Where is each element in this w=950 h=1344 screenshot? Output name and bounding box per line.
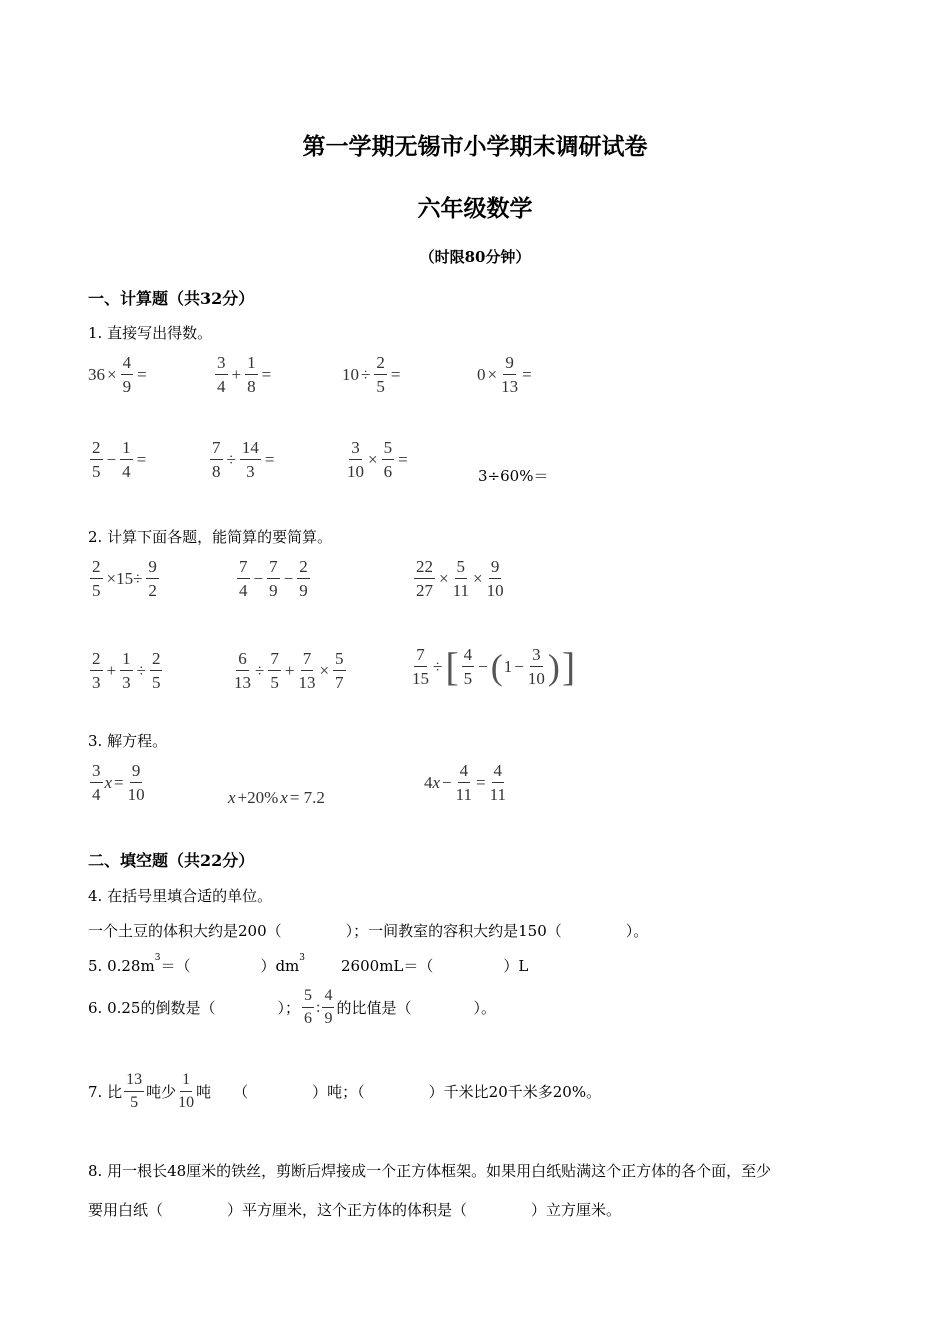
- denominator: 13: [298, 673, 316, 692]
- q2-expr-4: [88, 650, 164, 691]
- fraction: [462, 646, 475, 687]
- fraction: [487, 558, 504, 599]
- fraction: [347, 439, 364, 480]
- fraction: [267, 558, 280, 599]
- fraction: [382, 439, 395, 480]
- exam-subtitle: 六年级数学: [417, 195, 533, 222]
- denominator: 4: [239, 581, 248, 600]
- variable-x: x: [104, 772, 113, 792]
- q1-expr-6: [208, 439, 276, 480]
- op: ÷: [433, 656, 443, 676]
- fraction: [322, 988, 334, 1027]
- op: −: [253, 568, 264, 588]
- fraction: [90, 762, 103, 803]
- fraction: [240, 439, 261, 480]
- denominator: 13: [234, 673, 251, 692]
- right-paren: ): [547, 646, 560, 687]
- op: −: [514, 656, 524, 676]
- fraction: [374, 354, 387, 395]
- denominator: 5: [376, 377, 385, 396]
- numerator: 5: [302, 988, 314, 1008]
- variable-x: x: [228, 788, 236, 807]
- op: ÷: [136, 660, 146, 680]
- equals: =: [476, 772, 486, 792]
- fraction: [90, 650, 103, 691]
- numerator: 3: [215, 354, 228, 375]
- denominator: 9: [269, 581, 278, 600]
- denominator: 10: [486, 581, 504, 600]
- fraction: [268, 650, 281, 691]
- num: 0: [477, 364, 486, 384]
- q1-expr-2: [213, 354, 273, 395]
- left-bracket: [: [445, 643, 459, 689]
- q4-text-3: ）。: [625, 922, 649, 940]
- q7-line: [88, 1072, 601, 1111]
- denominator: 3: [246, 462, 255, 481]
- op: ×: [107, 364, 117, 384]
- denominator: 15: [412, 669, 429, 688]
- numerator: 1: [180, 1072, 192, 1092]
- numerator: 7: [210, 439, 223, 460]
- q8-line-1: 8. 用一根长48厘米的铁丝，剪断后焊接成一个正方体框架。如果用白纸贴满这个正方体的各个面，至少: [88, 1162, 772, 1180]
- q7-fraction-1: [122, 1072, 146, 1111]
- section1-heading: 一、计算题（共32分）: [88, 289, 255, 308]
- q7-text-2: 吨少: [146, 1083, 177, 1101]
- q5-text-4: 2600mL＝（: [341, 957, 434, 975]
- q7-text-3: 吨: [196, 1083, 212, 1101]
- numerator: 1: [120, 439, 133, 460]
- fraction: [215, 354, 228, 395]
- q3-prompt: 3. 解方程。: [88, 732, 168, 750]
- denominator: 4: [122, 462, 131, 481]
- fraction: [302, 988, 314, 1027]
- denominator: 10: [178, 1094, 195, 1111]
- numerator: 4: [322, 988, 334, 1008]
- fraction: [297, 558, 310, 599]
- q6-line: [88, 988, 496, 1027]
- numerator: 2: [150, 650, 163, 671]
- fraction: [456, 762, 472, 803]
- q1-expr-3: [342, 354, 402, 395]
- q6-text-2: ）；: [277, 999, 300, 1017]
- q1-expr-4: [477, 354, 534, 395]
- q6-text-1: 6. 0.25的倒数是（: [88, 999, 216, 1017]
- denominator: 6: [383, 462, 393, 481]
- q2-expr-1: [88, 558, 161, 599]
- num: 10: [342, 364, 359, 384]
- denominator: 4: [217, 377, 226, 396]
- q2-prompt: 2. 计算下面各题，能简算的要简算。: [88, 528, 333, 546]
- denominator: 2: [148, 581, 157, 600]
- op: ÷: [226, 449, 236, 469]
- exam-title: 第一学期无锡市小学期末调研试卷: [302, 133, 648, 160]
- numerator: 7: [268, 650, 281, 671]
- equals: =: [261, 364, 272, 384]
- q8-text-3: ）立方厘米。: [531, 1201, 622, 1219]
- fraction: [128, 762, 145, 803]
- q3-equation-3: [424, 762, 508, 803]
- q5-line: [88, 955, 528, 976]
- numerator: 4: [492, 762, 505, 783]
- q8-text-1: 要用白纸（: [88, 1201, 164, 1219]
- numerator: 5: [455, 558, 468, 579]
- op: ÷: [255, 660, 265, 680]
- denominator: 27: [416, 581, 433, 600]
- fraction: [490, 762, 506, 803]
- numerator: 2: [374, 354, 387, 375]
- op: ×15÷: [106, 568, 143, 588]
- numerator: 4: [458, 762, 471, 783]
- denominator: 5: [270, 673, 279, 692]
- fraction: [237, 558, 250, 599]
- q1-expr-8: 3÷60%＝: [478, 467, 549, 485]
- fraction: [412, 646, 429, 687]
- op: −: [442, 772, 452, 792]
- denominator: 5: [151, 673, 161, 692]
- fraction: [124, 1072, 144, 1111]
- numerator: 5: [333, 650, 346, 671]
- denominator: 11: [455, 785, 473, 804]
- fraction: [501, 354, 518, 395]
- numerator: 4: [121, 354, 134, 375]
- numerator: 6: [236, 650, 249, 671]
- q8-text-2: ）平方厘米，这个正方体的体积是（: [227, 1201, 468, 1219]
- denominator: 9: [299, 581, 308, 600]
- q2-expr-5: [232, 650, 348, 691]
- fraction: [121, 354, 134, 395]
- fraction: [453, 558, 469, 599]
- equals: =: [522, 364, 532, 384]
- denominator: 5: [92, 462, 101, 481]
- q2-expr-2: [235, 558, 312, 599]
- q1-expr-5: [88, 439, 148, 480]
- variable-x: x: [280, 788, 288, 807]
- q7-text-6: ）千米比20千米多20%。: [428, 1083, 602, 1101]
- numerator: 7: [237, 558, 250, 579]
- q7-text-4: （: [233, 1083, 249, 1101]
- q3-equation-1: [88, 762, 147, 803]
- q6-text-4: ）。: [473, 999, 496, 1017]
- denominator: 5: [130, 1094, 139, 1111]
- equals: =: [398, 449, 408, 469]
- colon: :: [316, 998, 321, 1016]
- q1-expr-1: [88, 354, 149, 395]
- q5-text-1: 5. 0.28m: [88, 957, 155, 975]
- denominator: 5: [463, 669, 473, 688]
- numerator: 9: [503, 354, 516, 375]
- fraction: [90, 558, 103, 599]
- denominator: 9: [324, 1010, 333, 1027]
- denominator: 6: [304, 1010, 312, 1027]
- num: 36: [88, 364, 105, 384]
- denominator: 10: [127, 785, 145, 804]
- numerator: 7: [414, 646, 427, 667]
- op: ×: [319, 660, 330, 680]
- op: ÷: [361, 364, 371, 384]
- op: ×: [472, 568, 483, 588]
- time-limit: （时限80分钟）: [419, 248, 531, 266]
- numerator: 3: [90, 762, 103, 783]
- denominator: 5: [92, 581, 101, 600]
- op: +: [284, 660, 295, 680]
- fraction: [333, 650, 346, 691]
- q6-text-3: 的比值是（: [336, 999, 412, 1017]
- q6-ratio: [300, 988, 336, 1027]
- fraction: [210, 439, 223, 480]
- denominator: 4: [92, 785, 101, 804]
- q5-text-5: ）L: [503, 957, 529, 975]
- q4-line: [88, 920, 648, 941]
- q7-fraction-2: [176, 1072, 196, 1111]
- equals: =: [114, 772, 124, 792]
- denominator: 7: [335, 673, 344, 692]
- numerator: 2: [90, 650, 103, 671]
- numerator: 2: [90, 439, 103, 460]
- numerator: 22: [414, 558, 435, 579]
- q2-expr-6: [410, 643, 576, 689]
- q1-prompt: 1. 直接写出得数。: [88, 324, 213, 342]
- equals: =: [390, 364, 401, 384]
- q8-line-2: [88, 1199, 621, 1220]
- equals-value: = 7.2: [289, 788, 325, 807]
- q4-prompt: 4. 在括号里填合适的单位。: [88, 887, 273, 905]
- op: −: [106, 449, 117, 469]
- numerator: 9: [146, 558, 159, 579]
- fraction: [120, 439, 133, 480]
- denominator: 11: [452, 581, 469, 600]
- fraction: [528, 646, 545, 687]
- right-bracket: ]: [561, 643, 576, 689]
- fraction: [146, 558, 159, 599]
- numerator: 7: [301, 650, 314, 671]
- denominator: 10: [527, 669, 545, 688]
- numerator: 2: [297, 558, 310, 579]
- q7-text-5: ）吨；（: [312, 1083, 365, 1101]
- denominator: 9: [122, 377, 132, 396]
- numerator: 14: [240, 439, 261, 460]
- op: +20%: [237, 788, 279, 807]
- denominator: 13: [501, 377, 519, 396]
- fraction: [120, 650, 133, 691]
- q5-text-3: ）dm: [260, 957, 300, 975]
- numerator: 9: [130, 762, 143, 783]
- op: ×: [439, 568, 449, 588]
- numerator: 1: [245, 354, 258, 375]
- q4-text-1: 一个土豆的体积大约是200（: [88, 922, 282, 940]
- fraction: [150, 650, 163, 691]
- op: −: [478, 656, 488, 676]
- denominator: 11: [489, 785, 506, 804]
- superscript: 3: [299, 953, 306, 963]
- numerator: 7: [267, 558, 280, 579]
- numerator: 2: [90, 558, 103, 579]
- equals: =: [136, 449, 147, 469]
- section2-heading: 二、填空题（共22分）: [88, 851, 255, 870]
- op: ×: [368, 449, 378, 469]
- q2-expr-3: [412, 558, 506, 599]
- fraction: [245, 354, 258, 395]
- q4-text-2: ）；一间教室的容积大约是150（: [345, 922, 562, 940]
- numerator: 1: [120, 650, 133, 671]
- superscript: 3: [154, 953, 161, 963]
- op: −: [283, 568, 294, 588]
- denominator: 10: [347, 462, 364, 481]
- numerator: 3: [349, 439, 362, 460]
- fraction: [414, 558, 435, 599]
- numerator: 5: [382, 439, 395, 460]
- denominator: 3: [122, 673, 131, 692]
- left-paren: (: [490, 646, 503, 687]
- op: +: [231, 364, 242, 384]
- denominator: 3: [92, 673, 101, 692]
- numerator: 9: [489, 558, 502, 579]
- fraction: [234, 650, 251, 691]
- equals: =: [137, 364, 147, 384]
- num: 4: [424, 772, 433, 792]
- numerator: 13: [124, 1072, 144, 1092]
- q7-text-1: 7. 比: [88, 1083, 123, 1101]
- q5-text-2: ＝（: [160, 957, 191, 975]
- denominator: 8: [247, 377, 256, 396]
- fraction: [178, 1072, 194, 1111]
- denominator: 8: [212, 462, 221, 481]
- numerator: 3: [530, 646, 543, 667]
- fraction: [298, 650, 315, 691]
- op: ×: [487, 364, 498, 384]
- q1-expr-7: [345, 439, 410, 480]
- num: 1: [503, 656, 513, 676]
- op: +: [106, 660, 117, 680]
- numerator: 4: [462, 646, 475, 667]
- q3-equation-2: [228, 788, 327, 808]
- variable-x: x: [432, 772, 441, 792]
- fraction: [90, 439, 103, 480]
- equals: =: [264, 449, 275, 469]
